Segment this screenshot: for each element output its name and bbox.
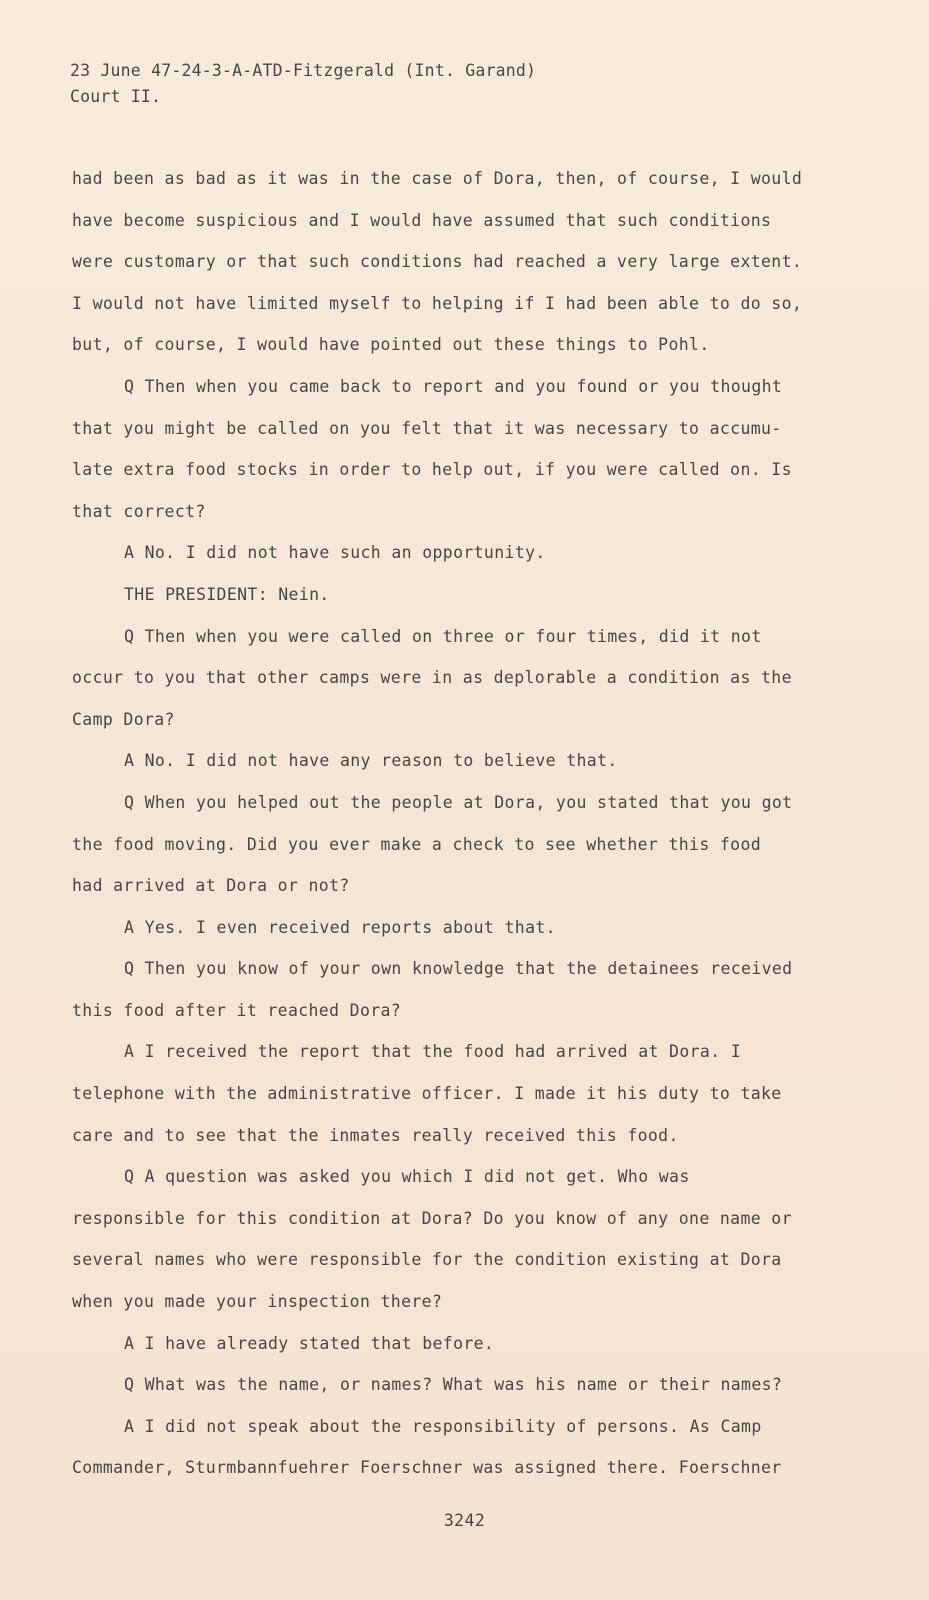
transcript-line: care and to see that the inmates really received this food. [72, 1125, 679, 1145]
page-number: 3242 [443, 1511, 486, 1530]
transcript-line: A No. I did not have such an opportunity. [124, 543, 546, 563]
transcript-line: Q When you helped out the people at Dora, you stated that you got [124, 792, 793, 812]
transcript-line: Camp Dora? [72, 709, 175, 729]
transcript-line: this food after it reached Dora? [72, 1000, 402, 1020]
transcript-line: A Yes. I even received reports about that. [124, 917, 556, 937]
transcript-line: THE PRESIDENT: Nein. [124, 584, 330, 604]
header-reference-line: 23 June 47-24-3-A-ATD-Fitzgerald (Int. Garand) [70, 61, 537, 80]
transcript-line: when you made your inspection there? [72, 1292, 443, 1312]
transcript-line: the food moving. Did you ever make a check to see whether this food [72, 834, 762, 854]
transcript-body [72, 158, 852, 1489]
transcript-line: I would not have limited myself to helping if I had been able to do so, [72, 293, 803, 313]
transcript-line: but, of course, I would have pointed out these things to Pohl. [72, 335, 710, 355]
transcript-line: Q Then you know of your own knowledge that the detainees received [124, 959, 793, 979]
transcript-line: Q Then when you came back to report and you found or you thought [124, 376, 783, 396]
transcript-line: Q What was the name, or names? What was his name or their names? [124, 1375, 783, 1395]
transcript-line: had arrived at Dora or not? [72, 876, 350, 896]
transcript-line: were customary or that such conditions had reached a very large extent. [72, 252, 803, 272]
transcript-line: A No. I did not have any reason to believe that. [124, 751, 618, 771]
document-header [70, 58, 536, 110]
transcript-line: that correct? [72, 501, 206, 521]
transcript-line: Commander, Sturmbannfuehrer Foerschner was assigned there. Foerschner [72, 1458, 782, 1478]
transcript-line: have become suspicious and I would have assumed that such conditions [72, 210, 772, 230]
transcript-line: Q A question was asked you which I did not get. Who was [124, 1167, 690, 1187]
transcript-line: A I received the report that the food had arrived at Dora. I [124, 1042, 742, 1062]
transcript-line: A I did not speak about the responsibility of persons. As Camp [124, 1416, 762, 1436]
header-court-line: Court II. [70, 87, 162, 106]
transcript-line: responsible for this condition at Dora? Do you know of any one name or [72, 1208, 792, 1228]
transcript-line: A I have already stated that before. [124, 1333, 495, 1353]
transcript-line: had been as bad as it was in the case of Dora, then, of course, I would [72, 169, 803, 188]
transcript-line: several names who were responsible for the condition existing at Dora [72, 1250, 782, 1270]
transcript-line: telephone with the administrative officer. I made it his duty to take [72, 1084, 782, 1104]
transcript-line: late extra food stocks in order to help out, if you were called on. Is [72, 460, 792, 480]
transcript-line: occur to you that other camps were in as deplorable a condition as the [72, 668, 792, 688]
transcript-line: that you might be called on you felt that it was necessary to accumu- [72, 418, 782, 438]
transcript-line: Q Then when you were called on three or four times, did it not [124, 626, 762, 646]
